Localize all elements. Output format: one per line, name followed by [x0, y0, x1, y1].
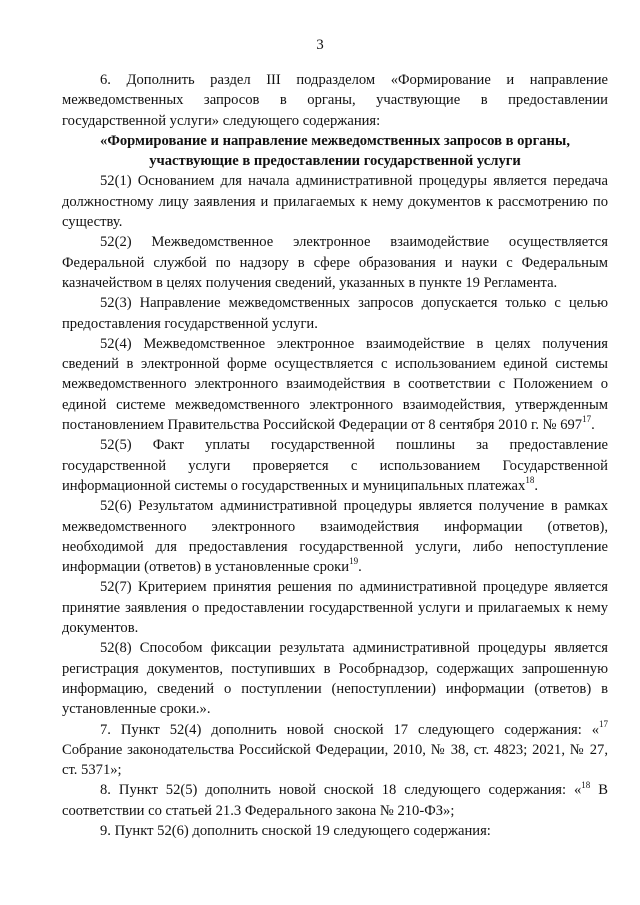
paragraph-52-4-end: . [591, 417, 595, 434]
paragraph-8 [62, 780, 608, 821]
footnote-ref-19: 19 [349, 556, 359, 567]
document-body [62, 70, 608, 841]
page-number: 3 [316, 37, 324, 53]
paragraph-52-3: 52(3) Направление межведомственных запросов допускается только с целью предоставления государственной услуги. [62, 295, 608, 332]
section-heading [62, 131, 608, 172]
paragraph-9: 9. Пункт 52(6) дополнить сноской 19 следующего содержания: [100, 822, 491, 839]
paragraph-52-4 [62, 334, 608, 435]
paragraph-8-text-a: 8. Пункт 52(5) дополнить новой сноской 18 следующего содержания: « [100, 782, 582, 799]
footnote-ref-17: 17 [582, 414, 592, 425]
paragraph-52-1: 52(1) Основанием для начала административной процедуры является передача должностному лицу заявления и прилагаемых к нему документов к рассмотрению по существу. [62, 173, 608, 231]
paragraph-52-7: 52(7) Критерием принятия решения по административной процедуре является принятие заявления о предоставлении государственной услуги и прилагаемых к нему документов. [62, 579, 608, 637]
paragraph-52-6-text: 52(6) Результатом административной процедуры является получение в рамках межведомственного электронного взаимодействия информации (ответов), необходимой для предоставления государственной услуги, либо непоступление информации (ответов) в установленные сроки [62, 498, 608, 576]
footnote-mark-18: 18 [581, 779, 591, 790]
section-heading-line-1: «Формирование и направление межведомственных запросов в органы, [100, 132, 570, 149]
paragraph-52-4-text: 52(4) Межведомственное электронное взаимодействие в целях получения сведений в электронной форме осуществляется с использованием единой системы межведомственного электронного взаимодействия в соответствии с Положением о единой системе межведомственного электронного взаимодействия, утвержденным постановлением Правительства Российской Федерации от 8 сентября 2010 г. № 697 [62, 335, 608, 434]
paragraph-52-6 [62, 496, 608, 577]
footnote-mark-17: 17 [599, 718, 608, 729]
section-heading-line-2: участвующие в предоставлении государственной услуги [149, 153, 521, 170]
paragraph-7 [62, 720, 608, 781]
paragraph-8-text-b: В соответствии со статьей 21.3 Федерального закона № 210-ФЗ»; [62, 782, 608, 819]
paragraph-6: 6. Дополнить раздел III подразделом «Формирование и направление межведомственных запросов в органы, участвующие в предоставлении государственной услуги» следующего содержания: [62, 72, 608, 129]
paragraph-52-5-end: . [534, 477, 538, 494]
paragraph-52-6-end: . [358, 559, 362, 576]
footnote-ref-18: 18 [525, 475, 535, 486]
paragraph-7-text-a: 7. Пункт 52(4) дополнить новой сноской 17 следующего содержания: « [100, 721, 599, 738]
paragraph-52-2: 52(2) Межведомственное электронное взаимодействие осуществляется Федеральной службой по надзору в сфере образования и науки с Федеральным казначейством в целях получения сведений, указанных в пункте 19 Регламента. [62, 234, 608, 291]
paragraph-52-8: 52(8) Способом фиксации результата административной процедуры является регистрация документов, поступивших в Рособрнадзор, содержащих запрошенную информацию, сведений о поступлении (непоступлении) информации (ответов) в установленные сроки.». [62, 640, 608, 718]
paragraph-7-text-b: Собрание законодательства Российской Федерации, 2010, № 38, ст. 4823; 2021, № 27, ст. 5371»; [62, 741, 608, 779]
paragraph-52-5-text: 52(5) Факт уплаты государственной пошлины за предоставление государственной услуги проверяется с использованием Государственной информационной системы о государственных и муниципальных платежах [62, 437, 608, 494]
paragraph-52-5 [62, 435, 608, 496]
